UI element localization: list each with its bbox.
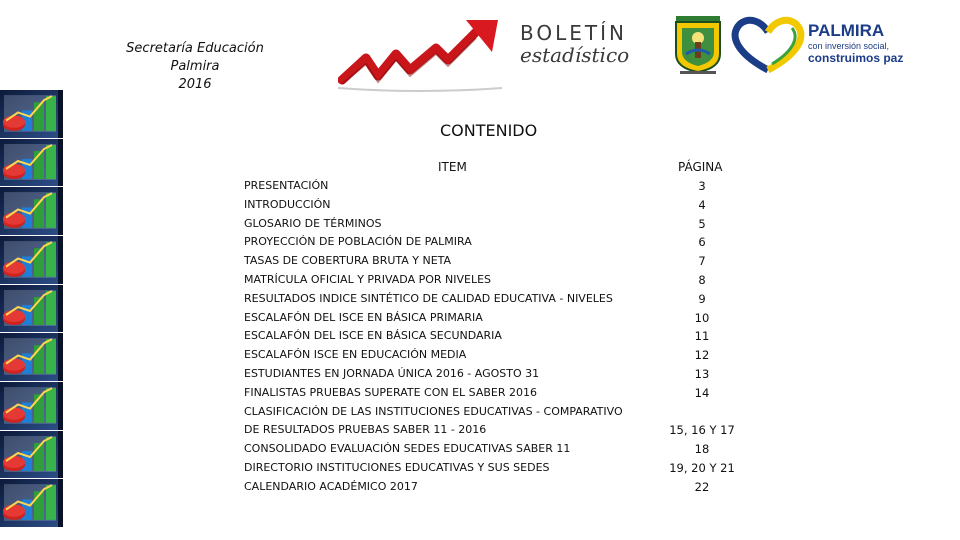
boletin-logo	[520, 22, 650, 66]
toc-item-label: RESULTADOS INDICE SINTÉTICO DE CALIDAD EDUCATIVA - NIVELES	[244, 291, 613, 305]
contents-title: CONTENIDO	[440, 121, 538, 140]
toc-row	[244, 459, 764, 478]
table-of-contents	[244, 177, 764, 497]
chart-thumbnail-icon	[0, 235, 63, 284]
toc-item-page: 19, 20 Y 21	[669, 460, 735, 475]
toc-row	[244, 309, 764, 328]
org-line-1: Secretaría Educación	[126, 41, 264, 56]
toc-row	[244, 196, 764, 215]
toc-item-label: ESCALAFÓN DEL ISCE EN BÁSICA PRIMARIA	[244, 310, 483, 324]
toc-row	[244, 403, 764, 422]
palmira-wordmark	[808, 22, 903, 64]
chart-thumbnail-icon	[0, 430, 63, 478]
toc-item-page: 8	[698, 272, 706, 287]
toc-item-page: 9	[698, 291, 706, 306]
toc-item-label: CLASIFICACIÓN DE LAS INSTITUCIONES EDUCATIVAS - COMPARATIVO	[244, 404, 623, 418]
toc-item-page: 3	[698, 179, 706, 193]
boletin-word: BOLETÍN	[520, 21, 627, 45]
toc-item-label: PRESENTACIÓN	[244, 179, 329, 192]
municipal-crest-icon	[668, 14, 728, 76]
toc-row	[244, 233, 764, 252]
toc-item-label: PROYECCIÓN DE POBLACIÓN DE PALMIRA	[244, 235, 472, 249]
toc-item-page: 11	[694, 329, 710, 344]
toc-item-page: 18	[694, 442, 710, 457]
chart-thumbnail-icon	[0, 284, 63, 332]
header-organization	[110, 40, 280, 94]
toc-row	[244, 177, 764, 196]
toc-item-label: CALENDARIO ACADÉMICO 2017	[244, 479, 418, 493]
toc-item-page: 5	[698, 216, 706, 231]
toc-row	[244, 252, 764, 271]
toc-row	[244, 440, 764, 459]
toc-item-label: INTRODUCCIÓN	[244, 197, 331, 211]
toc-item-page: 13	[694, 366, 710, 381]
toc-row	[244, 290, 764, 309]
toc-item-label: MATRÍCULA OFICIAL Y PRIVADA POR NIVELES	[244, 272, 492, 286]
page-column-header: PÁGINA	[678, 160, 723, 174]
palmira-name: PALMIRA	[808, 21, 885, 40]
toc-row	[244, 346, 764, 365]
toc-item-label: DE RESULTADOS PRUEBAS SABER 11 - 2016	[244, 423, 487, 437]
chart-thumbnail-icon	[0, 89, 63, 138]
toc-row	[244, 384, 764, 403]
toc-row	[244, 215, 764, 234]
toc-item-label: ESCALAFÓN DEL ISCE EN BÁSICA SECUNDARIA	[244, 329, 502, 343]
sidebar-thumbnails	[0, 89, 63, 527]
estadistico-word: estadístico	[520, 43, 630, 67]
toc-item-page: 10	[694, 310, 710, 325]
chart-thumbnail-icon	[0, 478, 63, 527]
chart-thumbnail-icon	[0, 186, 63, 235]
toc-item-page: 22	[694, 479, 710, 494]
toc-item-label: TASAS DE COBERTURA BRUTA Y NETA	[244, 254, 452, 268]
toc-item-page: 6	[698, 235, 706, 250]
toc-item-page: 12	[694, 348, 710, 363]
toc-item-page: 4	[698, 197, 706, 212]
toc-item-page: 7	[698, 254, 706, 269]
org-line-3: 2016	[178, 77, 212, 92]
toc-row	[244, 271, 764, 290]
palmira-tagline-2: construimos paz	[808, 51, 904, 65]
palmira-tagline-1: con inversión social,	[808, 41, 890, 51]
toc-item-label: ESTUDIANTES EN JORNADA ÚNICA 2016 - AGOSTO 31	[244, 366, 540, 380]
toc-item-label: FINALISTAS PRUEBAS SUPERATE CON EL SABER 2016	[244, 385, 538, 399]
chart-thumbnail-icon	[0, 381, 63, 430]
chart-thumbnail-icon	[0, 138, 63, 186]
rising-arrow-logo-icon	[338, 18, 502, 92]
toc-item-label: ESCALAFÓN ISCE EN EDUCACIÓN MEDIA	[244, 348, 467, 362]
org-line-2: Palmira	[170, 59, 220, 74]
toc-item-label: GLOSARIO DE TÉRMINOS	[244, 216, 382, 230]
toc-item-label: CONSOLIDADO EVALUACIÓN SEDES EDUCATIVAS SABER 11	[244, 442, 571, 456]
toc-item-label: DIRECTORIO INSTITUCIONES EDUCATIVAS Y SUS SEDES	[244, 460, 550, 474]
toc-item-page: 15, 16 Y 17	[669, 423, 735, 438]
toc-item-page: 14	[694, 385, 710, 400]
item-column-header: ITEM	[438, 160, 467, 174]
toc-row	[244, 327, 764, 346]
toc-row	[244, 365, 764, 384]
chart-thumbnail-icon	[0, 332, 63, 381]
toc-row	[244, 421, 764, 440]
toc-row	[244, 478, 764, 497]
